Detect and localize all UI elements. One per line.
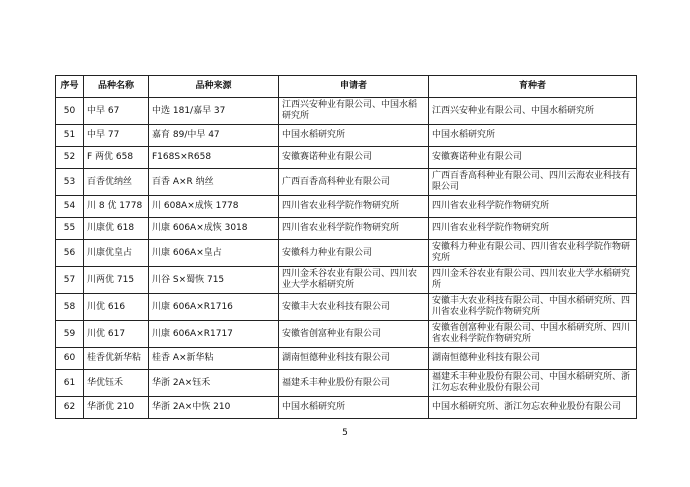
cell-variety-source: 川康 606A×成恢 3018 [149, 218, 279, 240]
table-row [56, 370, 637, 397]
cell-breeder: 广西百香高科种业有限公司、四川云海农业科技有限公司 [429, 169, 637, 196]
header-row [56, 76, 637, 98]
cell-variety-name: 川 8 优 1778 [84, 196, 149, 218]
cell-serial: 52 [56, 147, 84, 169]
cell-serial: 53 [56, 169, 84, 196]
cell-applicant: 福建禾丰种业股份有限公司 [279, 370, 429, 397]
table-row [56, 147, 637, 169]
cell-breeder: 安徽省创富种业有限公司、中国水稻研究所、四川省农业科学院作物研究所 [429, 321, 637, 348]
table-row [56, 321, 637, 348]
cell-variety-source: 嘉育 89/中早 47 [149, 125, 279, 147]
cell-applicant: 广西百香高科种业有限公司 [279, 169, 429, 196]
table-row [56, 98, 637, 125]
table-row [56, 348, 637, 370]
cell-variety-source: 中选 181/嘉早 37 [149, 98, 279, 125]
cell-breeder: 中国水稻研究所、浙江勿忘农种业股份有限公司 [429, 397, 637, 419]
cell-applicant: 安徽科力种业有限公司 [279, 240, 429, 267]
cell-serial: 50 [56, 98, 84, 125]
cell-applicant: 中国水稻研究所 [279, 125, 429, 147]
cell-variety-source: 川康 606A×R1717 [149, 321, 279, 348]
cell-variety-source: 华浙 2A×钰禾 [149, 370, 279, 397]
header-breeder: 育种者 [429, 76, 637, 98]
table-row [56, 218, 637, 240]
cell-variety-source: F168S×R658 [149, 147, 279, 169]
cell-variety-source: 川康 606A×皇占 [149, 240, 279, 267]
cell-variety-source: 川 608A×成恢 1778 [149, 196, 279, 218]
table-row [56, 294, 637, 321]
cell-variety-source: 桂香 A×新华粘 [149, 348, 279, 370]
cell-variety-name: F 两优 658 [84, 147, 149, 169]
cell-serial: 51 [56, 125, 84, 147]
cell-breeder: 四川省农业科学院作物研究所 [429, 218, 637, 240]
cell-breeder: 安徽赛诺种业有限公司 [429, 147, 637, 169]
table-row [56, 125, 637, 147]
table-row [56, 267, 637, 294]
cell-variety-source: 川康 606A×R1716 [149, 294, 279, 321]
cell-breeder: 福建禾丰种业股份有限公司、中国水稻研究所、浙江勿忘农种业股份有限公司 [429, 370, 637, 397]
cell-serial: 62 [56, 397, 84, 419]
cell-applicant: 江西兴安种业有限公司、中国水稻研究所 [279, 98, 429, 125]
cell-variety-name: 桂香优新华粘 [84, 348, 149, 370]
table-row [56, 169, 637, 196]
cell-variety-name: 中早 77 [84, 125, 149, 147]
cell-applicant: 安徽省创富种业有限公司 [279, 321, 429, 348]
table-row [56, 397, 637, 419]
header-applicant: 申请者 [279, 76, 429, 98]
cell-variety-source: 华浙 2A×中恢 210 [149, 397, 279, 419]
cell-breeder: 四川省农业科学院作物研究所 [429, 196, 637, 218]
cell-applicant: 四川金禾谷农业有限公司、四川农业大学水稻研究所 [279, 267, 429, 294]
cell-variety-name: 华浙优 210 [84, 397, 149, 419]
cell-breeder: 安徽科力种业有限公司、四川省农业科学院作物研究所 [429, 240, 637, 267]
variety-table [55, 75, 637, 419]
cell-breeder: 四川金禾谷农业有限公司、四川农业大学水稻研究所 [429, 267, 637, 294]
cell-serial: 56 [56, 240, 84, 267]
cell-breeder: 安徽丰大农业科技有限公司、中国水稻研究所、四川省农业科学院作物研究所 [429, 294, 637, 321]
cell-serial: 61 [56, 370, 84, 397]
cell-variety-name: 川优 616 [84, 294, 149, 321]
cell-variety-name: 百香优纳丝 [84, 169, 149, 196]
cell-applicant: 湖南恒德种业科技有限公司 [279, 348, 429, 370]
cell-breeder: 中国水稻研究所 [429, 125, 637, 147]
cell-variety-source: 川谷 S×蜀恢 715 [149, 267, 279, 294]
cell-breeder: 江西兴安种业有限公司、中国水稻研究所 [429, 98, 637, 125]
header-variety-name: 品种名称 [84, 76, 149, 98]
cell-serial: 58 [56, 294, 84, 321]
cell-variety-name: 川康优 618 [84, 218, 149, 240]
table-body [56, 98, 637, 419]
cell-variety-name: 川康优皇占 [84, 240, 149, 267]
cell-serial: 59 [56, 321, 84, 348]
cell-variety-name: 川优 617 [84, 321, 149, 348]
cell-serial: 54 [56, 196, 84, 218]
cell-applicant: 中国水稻研究所 [279, 397, 429, 419]
cell-serial: 55 [56, 218, 84, 240]
header-variety-source: 品种来源 [149, 76, 279, 98]
cell-variety-source: 百香 A×R 纳丝 [149, 169, 279, 196]
cell-serial: 60 [56, 348, 84, 370]
cell-applicant: 安徽赛诺种业有限公司 [279, 147, 429, 169]
header-serial: 序号 [56, 76, 84, 98]
cell-applicant: 四川省农业科学院作物研究所 [279, 218, 429, 240]
cell-variety-name: 川两优 715 [84, 267, 149, 294]
cell-breeder: 湖南恒德种业科技有限公司 [429, 348, 637, 370]
cell-variety-name: 华优钰禾 [84, 370, 149, 397]
page-number: 5 [342, 428, 348, 438]
cell-variety-name: 中早 67 [84, 98, 149, 125]
cell-applicant: 安徽丰大农业科技有限公司 [279, 294, 429, 321]
table-header [56, 76, 637, 98]
cell-applicant: 四川省农业科学院作物研究所 [279, 196, 429, 218]
cell-serial: 57 [56, 267, 84, 294]
table-row [56, 240, 637, 267]
table-row [56, 196, 637, 218]
